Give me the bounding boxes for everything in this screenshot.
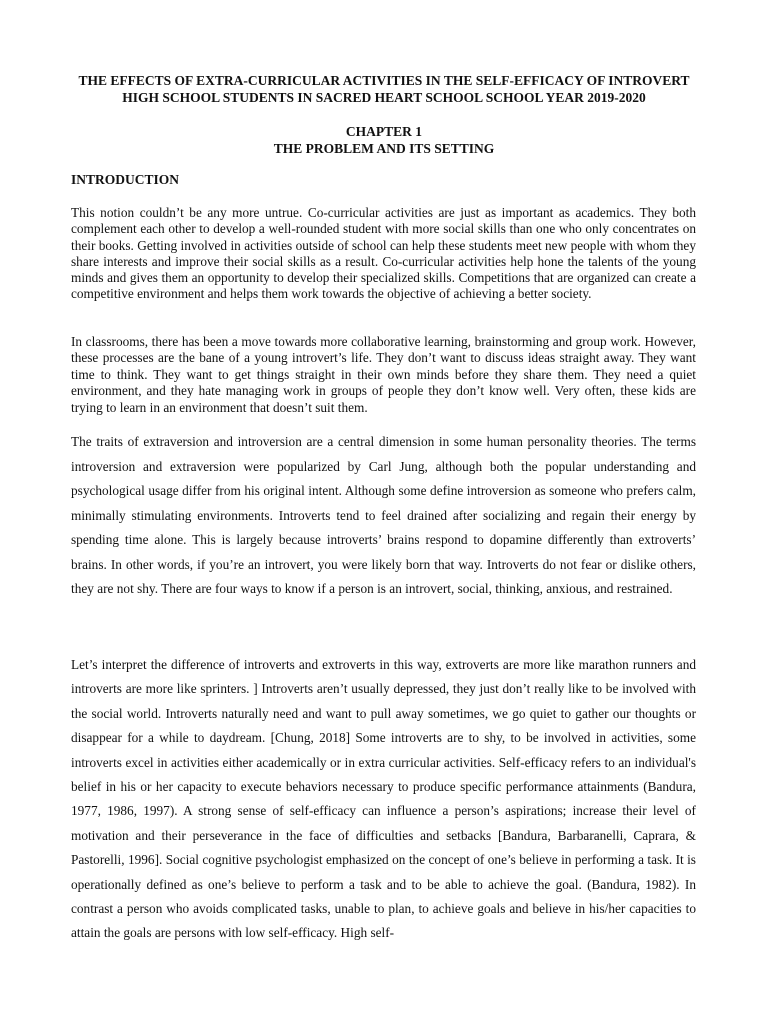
paragraph-3: The traits of extraversion and introversion are a central dimension in some human personality theories. The terms introversion and extraversion were popularized by Carl Jung, although both the popular understanding and psychological usage differ from his original intent. Although some define introversion as someone who prefers calm, minimally stimulating environments. Introverts tend to feel drained after socializing and regain their energy by spending time alone. This is largely because introverts’ brains respond to dopamine differently than extroverts’ brains. In other words, if you’re an introvert, you were likely born that way. Introverts do not fear or dislike others, they are not shy. There are four ways to know if a person is an introvert, social, thinking, anxious, and restrained. xyxy=(71,434,696,596)
chapter-number: CHAPTER 1 xyxy=(345,124,423,139)
chapter-header xyxy=(60,123,708,157)
paragraph-4: Let’s interpret the difference of introverts and extroverts in this way, extroverts are more like marathon runners and introverts are more like sprinters. ] Introverts aren’t usually depressed, they just don’t really like to be involved with the social world. Introverts naturally need and want to pull away sometimes, we go quiet to gather our thoughts or disappear for a while to daydream. [Chung, 2018] Some introverts are to shy, to be involved in activities, some introverts excel in activities either academically or in extra curricular activities. Self-efficacy refers to an individual's belief in his or her capacity to execute behaviors necessary to produce specific performance attainments (Bandura, 1977, 1986, 1997). A strong sense of self-efficacy can influence a person’s aspirations; increase their level of motivation and their perseverance in the face of difficulties and setbacks [Bandura, Barbaranelli, Caprara, & Pastorelli, 1996]. Social cognitive psychologist emphasized on the concept of one’s believe in performing a task. It is operationally defined as one’s believe to perform a task and to be able to achieve the goal. (Bandura, 1982). In contrast a person who avoids complicated tasks, unable to plan, to achieve goals and believe in his/her capacities to attain the goals are persons with low self-efficacy. High self- xyxy=(71,657,696,941)
paragraph-2: In classrooms, there has been a move towards more collaborative learning, brainstorming and group work. However, these processes are the bane of a young introvert’s life. They don’t want to discuss ideas straight away. They want time to think. They want to get things straight in their own minds before they share them. They need a quiet environment, and they hate managing work in groups of people they don’t know well. Very often, these kids are trying to learn in an environment that doesn’t suit them. xyxy=(71,334,696,415)
paragraph-1: This notion couldn’t be any more untrue. Co-curricular activities are just as important as academics. They both complement each other to develop a well-rounded student with more social skills than one who only concentrates on their books. Getting involved in activities outside of school can help these students meet new people with whom they share interests and improve their social skills as a result. Co-curricular activities help hone the talents of the young minds and gives them an opportunity to develop their specialized skills. Competitions that are organized can create a competitive environment and helps them work towards the objective of achieving a better society. xyxy=(71,205,696,302)
document-title: THE EFFECTS OF EXTRA-CURRICULAR ACTIVITIES IN THE SELF-EFFICACY OF INTROVERT HIGH SCHOOL STUDENTS IN SACRED HEART SCHOOL SCHOOL YEAR 2019-2020 xyxy=(78,73,690,105)
chapter-title: THE PROBLEM AND ITS SETTING xyxy=(273,141,495,156)
section-heading: INTRODUCTION xyxy=(71,172,180,187)
